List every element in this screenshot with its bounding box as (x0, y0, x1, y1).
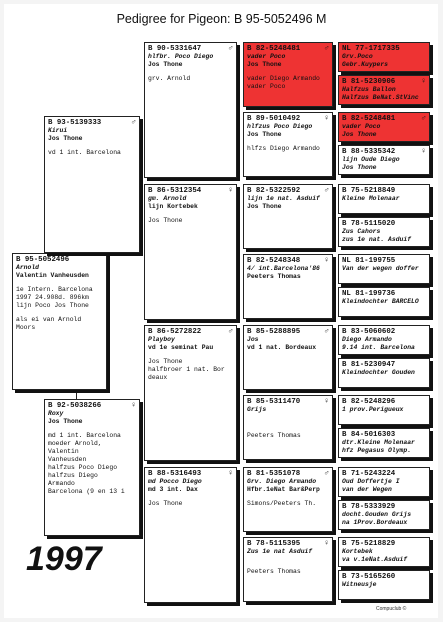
bird-info-line: Jos Thone (342, 131, 377, 138)
bird-card-sd[interactable] (144, 184, 237, 320)
bird-card-dsd[interactable] (243, 395, 333, 460)
ring-number (339, 113, 429, 123)
bird-card-g11[interactable] (338, 395, 430, 425)
bird-card-g10[interactable] (338, 358, 430, 388)
bird-info-line: 1 prov.Perigueux (342, 406, 404, 413)
bird-info-line: halfzus Diego (48, 472, 98, 479)
bird-info-line: Roxy (48, 410, 64, 417)
sex-symbol-icon: ♂ (324, 327, 329, 336)
bird-info-line: na 1Prov.Bordeaux (342, 519, 408, 526)
year-label: 1997 (26, 540, 102, 578)
ring-number (339, 429, 429, 439)
bird-info-line: Hfbr.1eNat Bar&Perp (247, 486, 320, 493)
ring-number-text: B 78-5115020 (342, 220, 396, 228)
sex-symbol-icon: ♀ (228, 469, 233, 478)
bird-info-line: van der Wegen (342, 486, 392, 493)
sex-symbol-icon: ♀ (324, 397, 329, 406)
ring-number (244, 255, 332, 265)
sex-symbol-icon: ♀ (421, 147, 426, 156)
ring-number-text: B 82-5322592 (247, 187, 301, 195)
ring-number (339, 146, 429, 156)
bird-info-line: Kleindochter Gouden (342, 369, 415, 376)
bird-card-g14[interactable] (338, 500, 430, 530)
bird-info-line: Grv. Diego Armando (247, 478, 317, 485)
ring-number-text: B 84-5016303 (342, 431, 396, 439)
ring-number-text: B 81-5230947 (342, 361, 396, 369)
bird-info-line: Jos Thone (342, 164, 377, 171)
bird-card-g13[interactable] (338, 467, 430, 497)
ring-number-text: B 82-5248348 (247, 257, 301, 265)
ring-number-text: NL 81-199755 (342, 257, 396, 265)
bird-info-line: Jos Thone (148, 61, 183, 68)
bird-card-g16[interactable] (338, 570, 430, 600)
bird-info-line: docht.Gouden Grijs (342, 511, 412, 518)
bird-info-line: hlfbr. Poco Diego (148, 53, 214, 60)
bird-card-ds[interactable] (144, 325, 237, 461)
bird-info-line: vader Poco (247, 83, 286, 90)
ring-number-text: B 81-5351078 (247, 470, 301, 478)
sex-symbol-icon: ♂ (324, 186, 329, 195)
bird-card-ddd[interactable] (243, 537, 333, 602)
bird-info-line: Playboy (148, 336, 175, 343)
bird-info-line: vd 1 nat. Bordeaux (247, 344, 317, 351)
ring-number (339, 501, 429, 511)
bird-card-ssd[interactable] (243, 112, 333, 177)
bird-info-line: Zus Cahors (342, 228, 381, 235)
bird-info-line: Jos Thone (48, 135, 83, 142)
bird-info-line: lijn Oude Diego (342, 156, 400, 163)
ring-number (339, 43, 429, 53)
bird-card-dds[interactable] (243, 467, 333, 532)
bird-info-line: lijn Kortebek (148, 203, 198, 210)
bird-info-line: va v.1eNat.Asduif (342, 556, 408, 563)
bird-card-dd[interactable] (144, 467, 237, 603)
bird-info-line: gm. Arnold (148, 195, 187, 202)
sex-symbol-icon: ♀ (421, 77, 426, 86)
sex-symbol-icon: ♀ (228, 186, 233, 195)
bird-info-line: Jos (247, 336, 259, 343)
ring-number-text: NL 77-1717335 (342, 45, 400, 53)
bird-info-line: md 3 int. Dax (148, 486, 198, 493)
ring-number (244, 43, 332, 53)
bird-info-line: Peeters Thomas (247, 432, 301, 439)
ring-number-text: B 89-5010492 (247, 115, 301, 123)
bird-info-line: Arnold (16, 264, 40, 271)
bird-info-line: Halfzus Ballon (342, 86, 396, 93)
ring-number (339, 538, 429, 548)
bird-info-line: Jos Thone (148, 500, 183, 507)
ring-number-text: B 86-5272822 (148, 328, 202, 336)
ring-number-text: B 82-5248481 (342, 115, 396, 123)
ring-number (244, 185, 332, 195)
bird-info-line: Jos Thone (247, 61, 282, 68)
bird-card-g3[interactable] (338, 112, 430, 142)
bird-info-line: Witneusje (342, 581, 377, 588)
ring-number (45, 117, 139, 127)
sex-symbol-icon: ♀ (131, 401, 136, 410)
bird-info-line: als ei van Arnold (16, 316, 82, 323)
bird-info-line: Jos Thone (148, 217, 183, 224)
bird-card-sire[interactable] (44, 116, 140, 253)
ring-number-text: B 78-5333929 (342, 503, 396, 511)
page-title: Pedigree for Pigeon: B 95-5052496 M (116, 12, 327, 26)
ring-number (145, 468, 236, 478)
bird-info-line: Peeters Thomas (247, 568, 301, 575)
bird-info-line: 1e Intern. Barcelona (16, 286, 93, 293)
bird-info-line: Simons/Peeters Th. (247, 500, 317, 507)
bird-card-subject[interactable] (12, 253, 107, 390)
bird-info-line: hlfzus Poco Diego (247, 123, 313, 130)
bird-info-line: Zus 1e nat Asduif (247, 548, 313, 555)
bird-info-line: vd 1 int. Barcelona (48, 149, 121, 156)
bird-info-line: moeder Arnold, (48, 440, 102, 447)
bird-card-g1[interactable] (338, 42, 430, 72)
bird-card-sdd[interactable] (243, 254, 333, 319)
bird-card-g2[interactable] (338, 75, 430, 105)
ring-number (13, 254, 106, 264)
bird-info-line: Vanheusden (48, 456, 87, 463)
ring-number (339, 185, 429, 195)
ring-number-text: B 95-5052496 (16, 256, 70, 264)
ring-number (339, 571, 429, 581)
sex-symbol-icon: ♂ (324, 469, 329, 478)
bird-info-line: 4/ int.Barcelona'86 (247, 265, 320, 272)
ring-number-text: B 92-5038266 (48, 402, 102, 410)
bird-card-g4[interactable] (338, 145, 430, 175)
bird-info-line: halfbroer 1 nat. Bor (148, 366, 225, 373)
sex-symbol-icon: ♂ (228, 327, 233, 336)
bird-card-g6[interactable] (338, 217, 430, 247)
ring-number-text: B 88-5316493 (148, 470, 202, 478)
ring-number (339, 218, 429, 228)
ring-number (339, 76, 429, 86)
bird-info-line: Jos Thone (247, 131, 282, 138)
ring-number-text: B 82-5248296 (342, 398, 396, 406)
bird-card-g15[interactable] (338, 537, 430, 567)
sex-symbol-icon: ♀ (324, 539, 329, 548)
bird-info-line: vader Poco (342, 123, 381, 130)
bird-card-sds[interactable] (243, 184, 333, 249)
bird-info-line: Jos Thone (247, 203, 282, 210)
ring-number-text: B 75-5218829 (342, 540, 396, 548)
bird-info-line: md 1 int. Barcelona (48, 432, 121, 439)
ring-number-text: B 73-5165260 (342, 573, 396, 581)
bird-info-line: vader Poco (247, 53, 286, 60)
ring-number-text: B 90-5331647 (148, 45, 202, 53)
ring-number-text: B 78-5115395 (247, 540, 301, 548)
bird-info-line: hfz Pegasus Olymp. (342, 447, 412, 454)
bird-card-g8[interactable] (338, 287, 430, 317)
ring-number-text: B 71-5243224 (342, 470, 396, 478)
bird-info-line: Diego Armando (342, 336, 392, 343)
bird-info-line: Halfzus BeNat.StVinc (342, 94, 419, 101)
bird-card-dam[interactable] (44, 399, 140, 536)
bird-info-line: grv. Arnold (148, 75, 191, 82)
ring-number (244, 468, 332, 478)
bird-info-line: Valentin (48, 448, 79, 455)
ring-number (145, 43, 236, 53)
ring-number (244, 326, 332, 336)
sex-symbol-icon: ♂ (421, 114, 426, 123)
ring-number (339, 326, 429, 336)
sex-symbol-icon: ♀ (324, 256, 329, 265)
ring-number-text: B 86-5312354 (148, 187, 202, 195)
ring-number-text: B 75-5218849 (342, 187, 396, 195)
bird-info-line: Moors (16, 324, 36, 331)
bird-info-line: Van der wegen doffer (342, 265, 419, 272)
sex-symbol-icon: ♀ (324, 114, 329, 123)
ring-number-text: B 81-5230906 (342, 78, 396, 86)
bird-card-g7[interactable] (338, 254, 430, 284)
ring-number (45, 400, 139, 410)
ring-number (244, 396, 332, 406)
ring-number-text: B 85-5311470 (247, 398, 301, 406)
bird-info-line: Grv.Poco (342, 53, 373, 60)
bird-info-line: deaux (148, 374, 168, 381)
sex-symbol-icon: ♂ (228, 44, 233, 53)
bird-info-line: hlfzs Diego Armando (247, 145, 320, 152)
bird-info-line: Oud Doffertje I (342, 478, 400, 485)
sex-symbol-icon: ♂ (324, 44, 329, 53)
bird-info-line: lijn 1e nat. Asduif (247, 195, 320, 202)
footer-credit: Compuclub © (376, 606, 407, 612)
ring-number (339, 255, 429, 265)
ring-number-text: B 88-5335342 (342, 148, 396, 156)
ring-number (244, 113, 332, 123)
ring-number-text: B 93-5139333 (48, 119, 102, 127)
bird-info-line: Barcelona (9 en 13 i (48, 488, 125, 495)
bird-card-g5[interactable] (338, 184, 430, 214)
bird-info-line: dtr.Kleine Molenaar (342, 439, 415, 446)
bird-info-line: halfzus Poco Diego (48, 464, 118, 471)
ring-number-text: B 85-5288895 (247, 328, 301, 336)
bird-card-sss[interactable] (243, 42, 333, 107)
bird-info-line: Kleine Molenaar (342, 195, 400, 202)
ring-number (339, 468, 429, 478)
bird-card-g9[interactable] (338, 325, 430, 355)
bird-info-line: Peeters Thomas (247, 273, 301, 280)
ring-number (339, 396, 429, 406)
ring-number-text: NL 81-199736 (342, 290, 396, 298)
ring-number (339, 359, 429, 369)
bird-card-ss[interactable] (144, 42, 237, 178)
bird-card-g12[interactable] (338, 428, 430, 458)
bird-info-line: Kleindochter BARCELO (342, 298, 419, 305)
bird-info-line: vader Diego Armando (247, 75, 320, 82)
bird-info-line: 1997 24.908d. 896km (16, 294, 89, 301)
bird-info-line: md Pocco Diego (148, 478, 202, 485)
ring-number (145, 326, 236, 336)
ring-number-text: B 82-5248481 (247, 45, 301, 53)
bird-info-line: Valentin Vanheusden (16, 272, 89, 279)
bird-info-line: Armando (48, 480, 75, 487)
bird-info-line: Jos Thone (48, 418, 83, 425)
bird-info-line: Kortebek (342, 548, 373, 555)
bird-info-line: 9.14 int. Barcelona (342, 344, 415, 351)
sex-symbol-icon: ♂ (131, 118, 136, 127)
bird-info-line: Gebr.Kuypers (342, 61, 389, 68)
bird-card-dss[interactable] (243, 325, 333, 390)
ring-number-text: B 83-5060602 (342, 328, 396, 336)
ring-number (244, 538, 332, 548)
bird-info-line: vd 1e seminat Pau (148, 344, 214, 351)
bird-info-line: Grijs (247, 406, 267, 413)
bird-info-line: Jos Thone (148, 358, 183, 365)
bird-info-line: zus 1e nat. Asduif (342, 236, 412, 243)
ring-number (339, 288, 429, 298)
bird-info-line: lijn Poco Jos Thone (16, 302, 89, 309)
bird-info-line: Kirui (48, 127, 68, 134)
ring-number (145, 185, 236, 195)
